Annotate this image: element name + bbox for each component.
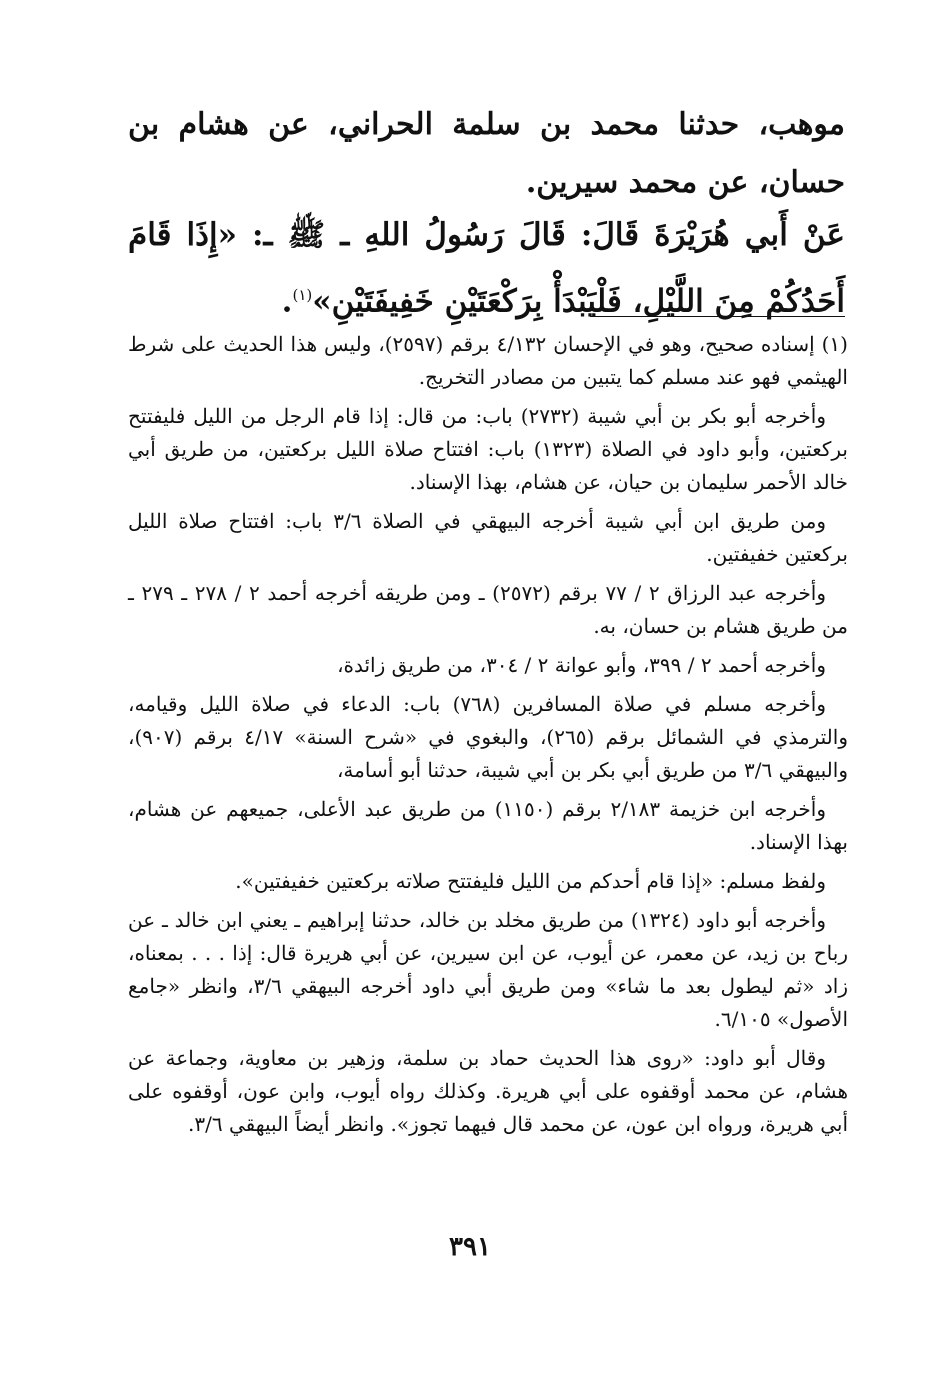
footnote-paragraph: (١) إسناده صحيح، وهو في الإحسان ٤/١٣٢ برقم (٢٥٩٧)، وليس هذا الحديث على شرط الهيثمي فهو عند مسلم كما يتبين من مصادر التخريج. — [128, 332, 848, 389]
footnote-paragraph: وأخرجه أحمد ٢ / ٣٩٩، وأبو عوانة ٢ / ٣٠٤، من طريق زائدة، — [337, 653, 826, 677]
footnote-marker: (١) — [292, 286, 313, 304]
footnote-paragraph: وأخرجه أبو بكر بن أبي شيبة (٢٧٣٢) باب: من قال: إذا قام الرجل من الليل فليفتتح بركعتين، وأبو داود في الصلاة (١٣٢٣) باب: افتتاح صلاة الليل بركعتين، من طريق أبي خالد الأحمر سليمان بن حيان، عن هشام، بهذا الإسناد. — [128, 404, 849, 494]
footnotes-section — [128, 328, 848, 1147]
main-text-continuation: موهب، حدثنا محمد بن سلمة الحراني، عن هشام بن حسان، عن محمد سيرين. — [128, 107, 845, 200]
hadith-body: عَنْ أَبي هُرَيْرَةَ قَالَ: قَالَ رَسُولُ اللهِ ـ ﷺ ـ: «إِذَا قَامَ أَحَدُكُمْ مِنَ اللَّيْلِ، فَلْيَبْدَأْ بِرَكْعَتَيْنِ خَفِيفَتَيْنِ» — [128, 217, 845, 320]
page-number: ٣٩١ — [449, 1232, 491, 1262]
footnote-paragraph: وأخرجه أبو داود (١٣٢٤) من طريق مخلد بن خالد، حدثنا إبراهيم ـ يعني ابن خالد ـ عن رباح بن زيد، عن معمر، عن أيوب، عن ابن سيرين، عن أبي هريرة قال: إذا . . . بمعناه، زاد «ثم ليطول بعد ما شاء» ومن طريق أبي داود أخرجه البيهقي ٣/٦، وانظر «جامع الأصول» ٦/١٠٥. — [128, 908, 848, 1031]
footnote-paragraph: وأخرجه عبد الرزاق ٢ / ٧٧ برقم (٢٥٧٢) ـ ومن طريقه أخرجه أحمد ٢ / ٢٧٨ ـ ٢٧٩ ـ من طريق هشام بن حسان، به. — [128, 581, 848, 638]
hadith-text: عَنْ أَبي هُرَيْرَةَ قَالَ: قَالَ رَسُولُ اللهِ ـ ﷺ ـ: «إِذَا قَامَ أَحَدُكُمْ مِنَ اللَّيْلِ، فَلْيَبْدَأْ بِرَكْعَتَيْنِ خَفِيفَتَيْنِ»$^{(١)}$. — [128, 217, 845, 320]
footnote-paragraph: ومن طريق ابن أبي شيبة أخرجه البيهقي في الصلاة ٣/٦ باب: افتتاح صلاة الليل بركعتين خفيفتين. — [128, 509, 848, 566]
footnote-divider — [590, 316, 845, 317]
footnote-paragraph: وقال أبو داود: «روى هذا الحديث حماد بن سلمة، وزهير بن معاوية، وجماعة عن هشام، عن محمد أوقفوه على أبي هريرة. وكذلك رواه أيوب، وابن عون، أوقفوه على أبي هريرة، ورواه ابن عون، عن محمد قال فيهما تجوز». وانظر أيضاً البيهقي ٣/٦. — [128, 1046, 848, 1136]
footnote-paragraph: وأخرجه مسلم في صلاة المسافرين (٧٦٨) باب: الدعاء في صلاة الليل وقيامه، والترمذي في الشمائل برقم (٢٦٥)، والبغوي في «شرح السنة» ٤/١٧ برقم (٩٠٧)، والبيهقي ٣/٦ من طريق أبي بكر بن أبي شيبة، حدثنا أبو أسامة، — [128, 692, 848, 782]
footnote-paragraph: وأخرجه ابن خزيمة ٢/١٨٣ برقم (١١٥٠) من طريق عبد الأعلى، جميعهم عن هشام، بهذا الإسناد. — [128, 797, 848, 854]
footnote-paragraph: ولفظ مسلم: «إذا قام أحدكم من الليل فليفتتح صلاته بركعتين خفيفتين». — [235, 869, 826, 893]
